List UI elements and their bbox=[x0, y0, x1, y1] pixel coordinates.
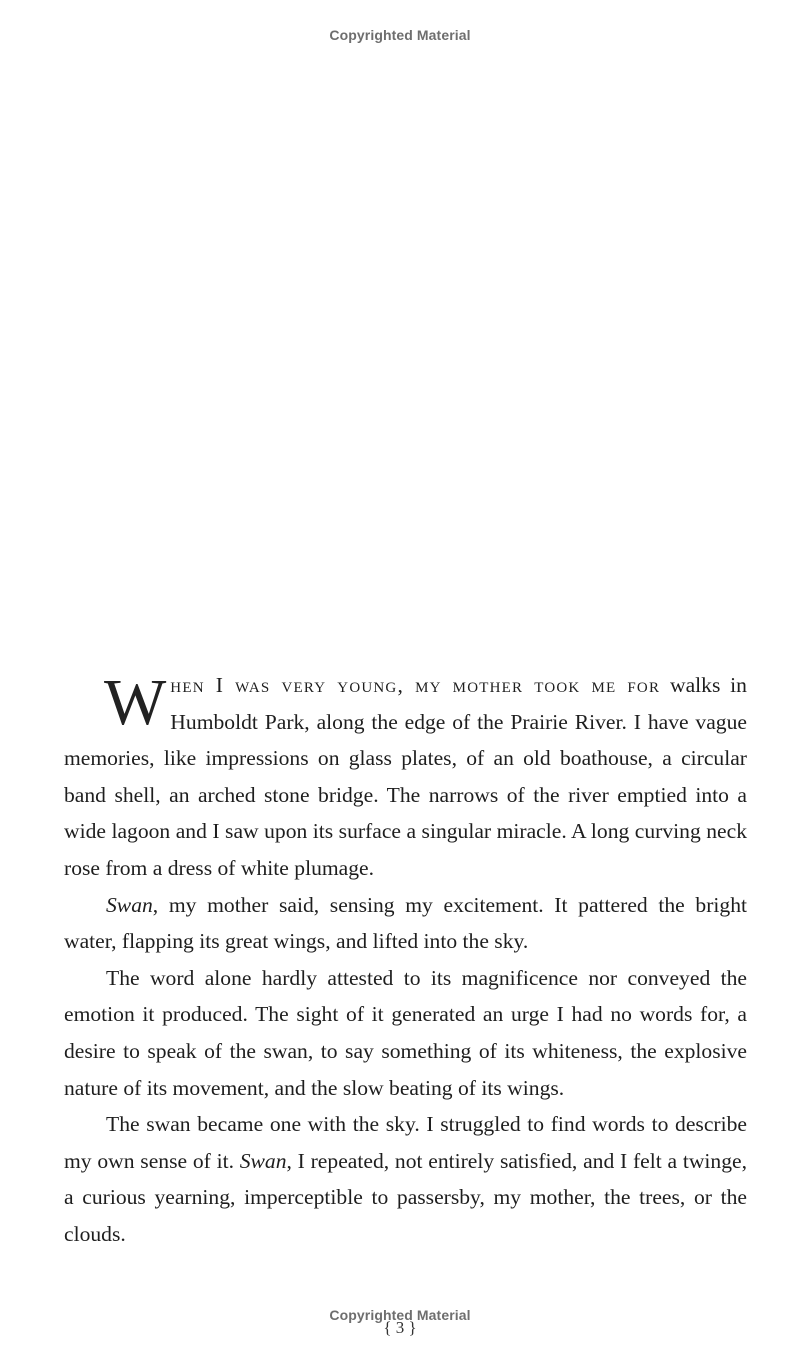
opening-text: walks in Humboldt Park, along the edge of the Prairie River. I have vague memories, like impressions on glass plates, of an old boathouse, a circular band shell, an arched stone bridge. The narrows of the river emptied into a wide lagoon and I saw upon its surface a singular miracle. A long curving neck rose from a dress of white plumage. bbox=[64, 673, 747, 880]
italic-word-swan-2: Swan bbox=[239, 1148, 287, 1173]
paragraph-opening bbox=[64, 667, 747, 887]
opening-small-caps: hen I was very young, my mother took me for bbox=[170, 673, 661, 697]
paragraph-2 bbox=[64, 887, 747, 960]
paragraph-3-text: The word alone hardly attested to its magnificence nor conveyed the emotion it produced. The sight of it generated an urge I had no words for, a desire to speak of the swan, to say something of its whiteness, the explosive nature of its movement, and the slow beating of its wings. bbox=[64, 965, 747, 1100]
paragraph-4-text-b: , I repeated, not entirely satisfied, and I felt a twinge, a curious yearning, imperceptible to passersby, my mother, the trees, or the clouds. bbox=[64, 1148, 747, 1246]
paragraph-2-text: , my mother said, sensing my excitement. It pattered the bright water, flapping its great wings, and lifted into the sky. bbox=[64, 892, 747, 954]
page-number: { 3 } bbox=[383, 1318, 417, 1337]
paragraph-3 bbox=[64, 960, 747, 1106]
italic-word-swan: Swan bbox=[106, 892, 153, 917]
drop-cap: W bbox=[104, 666, 167, 739]
chapter-body bbox=[64, 667, 747, 1253]
paragraph-4 bbox=[64, 1106, 747, 1252]
paragraph-4-text-a: The swan became one with the sky. I struggled to find words to describe my own sense of it. bbox=[64, 1112, 747, 1173]
copyright-watermark-top: Copyrighted Material bbox=[329, 27, 471, 43]
copyright-watermark-bottom: Copyrighted Material bbox=[329, 1307, 471, 1323]
